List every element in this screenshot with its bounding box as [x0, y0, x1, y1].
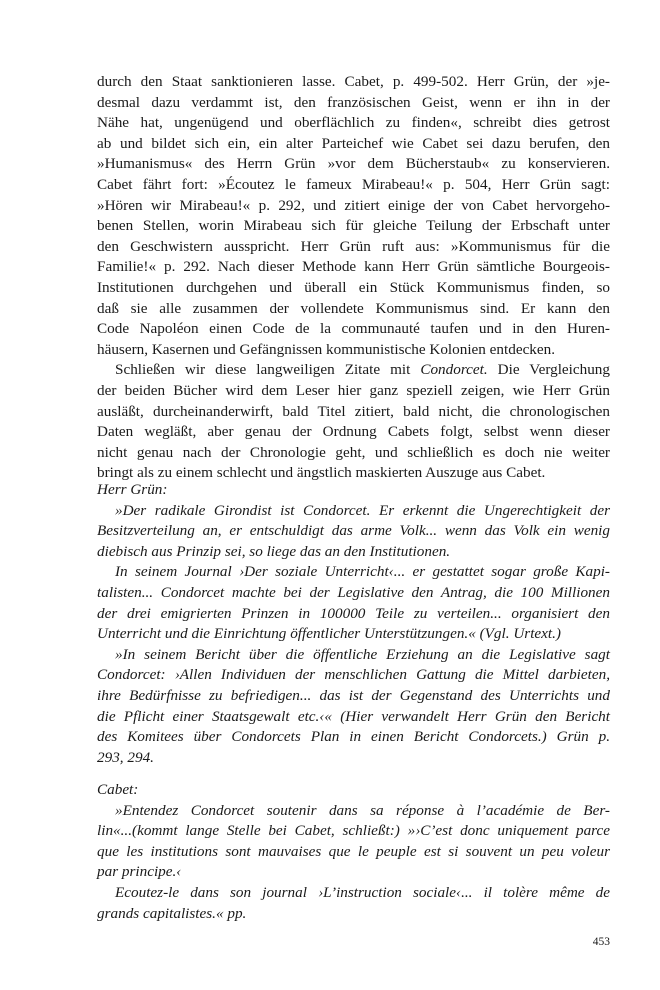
section-heading: Cabet: [97, 781, 139, 798]
text-line: par principe.‹ [97, 863, 182, 881]
text-line: »Humanismus« des Herrn Grün »vor dem Bücherstaub« zu konservieren. [97, 155, 610, 173]
text-line: häusern, Kasernen und Gefängnissen kommunistische Kolonien entdecken. [97, 340, 556, 358]
text-line: bringt als zu einem schlecht und ängstlich maskierten Auszuge aus Cabet. [97, 464, 546, 482]
text-line: benen Stellen, worin Mirabeau sich für gleiche Teilung der Erbschaft unter [97, 217, 610, 235]
section-heading: Herr Grün: [97, 481, 168, 498]
text-line: nicht genau nach der Chronologie geht, und schließlich es doch nie weiter [97, 443, 610, 461]
paragraph [97, 360, 610, 484]
text-line: In seinem Journal ›Der soziale Unterricht‹... er gestattet sogar große Kapi- [115, 563, 610, 581]
text-run: Schließen wir diese langweiligen Zitate mit [115, 361, 421, 379]
text-line: daß sie alle zusammen der vollendete Kommunismus sind. Er kann den [97, 299, 610, 317]
page-number: 453 [592, 936, 610, 948]
gruen-quote-section [97, 480, 610, 768]
text-line: den Geschwistern ausspricht. Herr Grün ruft aus: »Kommunismus für die [97, 237, 610, 255]
text-line: que les institutions sont mauvaises que le peuple est si souvent un peu voleur [97, 842, 610, 860]
text-line [97, 360, 610, 381]
emphasis-condorcet: Condorcet. [420, 361, 488, 379]
text-line: Institutionen durchgehen und überall ein Stück Kommunismus finden, so [97, 278, 610, 296]
quote-paragraph [97, 883, 610, 924]
text-line: Code Napoléon einen Code de la communauté taufen und in den Huren- [97, 320, 610, 338]
text-line: Daten wegläßt, aber genau der Ordnung Cabets folgt, selbst wenn dieser [97, 423, 610, 441]
text-line: der beiden Bücher wird dem Leser hier ganz speziell zeigen, wie Herr Grün [97, 381, 610, 399]
text-line: Cabet fährt fort: »Écoutez le fameux Mirabeau!« p. 504, Herr Grün sagt: [97, 175, 610, 193]
paragraph [97, 72, 610, 360]
quote-paragraph [97, 562, 610, 644]
text-line: »Entendez Condorcet soutenir dans sa réponse à l’académie de Ber- [115, 801, 610, 819]
text-line: ihre Bedürfnisse zu befriedigen... das ist der Gegenstand des Unterrichts und [97, 686, 610, 704]
text-line: 293, 294. [97, 748, 154, 766]
text-line: lin«...(kommt lange Stelle bei Cabet, schließt:) »›C’est donc uniquement parce [97, 822, 610, 840]
text-line: durch den Staat sanktionieren lasse. Cabet, p. 499-502. Herr Grün, der »je- [97, 73, 610, 90]
text-line: desmal dazu verdammt ist, den französischen Geist, wenn er ihn in der [97, 93, 610, 111]
text-line: talisten... Condorcet machte bei der Legislative den Antrag, die 100 Millionen [97, 583, 610, 601]
text-line: Nähe hat, ungenügend und oberflächlich zu finden«, schreibt dies getrost [97, 114, 610, 132]
cabet-quote-section [97, 780, 610, 924]
main-text [97, 72, 610, 484]
text-line: Familie!« p. 292. Nach dieser Methode kann Herr Grün sämtliche Bourgeois- [97, 258, 610, 276]
text-line: Ecoutez-le dans son journal ›L’instruction sociale‹... il tolère même de [115, 883, 610, 901]
text-line: Unterricht und die Einrichtung öffentlicher Unterstützungen.« (Vgl. Urtext.) [97, 625, 561, 643]
text-line: grands capitalistes.« pp. [97, 904, 247, 922]
text-run: Die Vergleichung [487, 361, 610, 379]
text-line: Besitzverteilung an, er entschuldigt das arme Volk... wenn das Volk ein wenig [97, 522, 610, 540]
text-line: »Der radikale Girondist ist Condorcet. Er erkennt die Ungerechtigkeit der [115, 501, 610, 519]
text-line: »Hören wir Mirabeau!« p. 292, und zitiert einige der von Cabet hervorgeho- [97, 196, 610, 214]
text-line: der drei emigrierten Prinzen in 100000 Teile zu verteilen... organisiert den [97, 604, 610, 622]
text-line: ausläßt, durcheinanderwirft, bald Titel zitiert, bald nicht, die chronologischen [97, 402, 610, 420]
quote-paragraph [97, 801, 610, 883]
text-line: Condorcet: ›Allen Individuen der menschlichen Gattung die Mittel darbieten, [97, 666, 610, 684]
text-line: des Komitees über Condorcets Plan in einen Bericht Condorcets.) Grün p. [97, 728, 610, 746]
quote-paragraph [97, 645, 610, 769]
quote-paragraph [97, 501, 610, 563]
text-line: »In seinem Bericht über die öffentliche Erziehung an die Legislative sagt [115, 645, 610, 663]
text-line: ab und bildet sich ein, ein alter Parteichef wie Cabet sei dazu berufen, den [97, 134, 610, 152]
text-line: diebisch aus Prinzip sei, so liege das an den Institutionen. [97, 542, 451, 560]
text-line: die Pflicht einer Staatsgewalt etc.‹« (Hier verwandelt Herr Grün den Bericht [97, 707, 610, 725]
